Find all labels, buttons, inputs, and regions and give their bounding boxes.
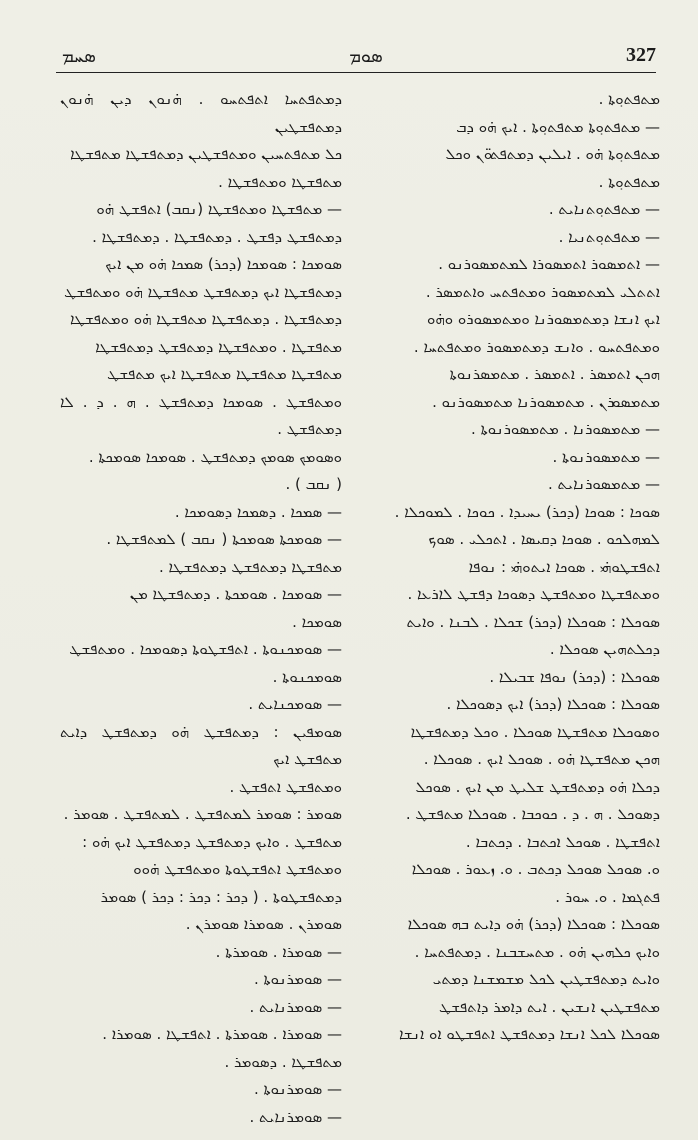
right-column-line: ܘܐܝܟ ܟܠܗܝܢ ܗ̇ܘ . ܡܬܚܫܒܢܐ . ܕܡܬܦܬܚܐ . <box>414 942 660 961</box>
right-column-line: — ܡܬܦܬܘ݂ܬܢܝܐ . <box>558 227 660 246</box>
left-column-line: — ܣܘܡܪܢܘܬܐ . <box>253 970 342 988</box>
left-column-line: ܣܘܡܦܝܢ : ܕܡܬܦܫܛ ܗ̇ܘ ܕܡܬܦܫܛ ܕܐܝܬ ܡܬܦܫܛ ܐܝܟ <box>60 722 342 768</box>
left-column-line: ܡܬܦܫܛ . ܘܐܝܟ ܕܡܬܦܫܛ ܕܡܬܦܫܛ ܐܝܟ ܗ̇ܘ : <box>82 832 342 851</box>
right-column-line: ܣܘܟܠܐ : ܣܘܟܠܐ (ܕܟܪ) ܗ̇ܘ ܕܐܝܬ ܒܗ ܣܘܟܠܐ <box>407 915 660 933</box>
left-column-line: — ܣܘܡܟܢܘܬܐ . ܐܬܦܫܛܘܬܐ ܕܣܘܡܟܐ . ܘܡܬܦܫܛ <box>69 640 342 658</box>
left-column-line: — ܣܘܡܟܢܐܝܬ . <box>248 695 342 713</box>
right-column-line: ܡܬܦܫܛܝܢ ܐܢܫܝܢ . ܐܝܬ ܕܐܡܪ ܕܐܬܦܫܛ <box>439 997 660 1016</box>
right-column-line: ܐܬܦܫܛܘܗ̇ܝ . ܣܘܟܐ ܐܝܬܘܗ̇ܝ : ܢܘܦܐ <box>468 557 660 576</box>
left-column-line: ܣܘܡܪܢ . ܣܘܡܪܐ ܣܘܡܪܢ . <box>185 915 342 933</box>
right-column-line: ܣܘܟܠܐ : ܣܘܟܠܐ (ܕܟܪ) ܐܝܟ ܕܣܘܟܠܐ . <box>446 695 660 713</box>
center-running-head: ܣܘܡ <box>349 46 383 67</box>
right-column-line: ܦܬܓܡܐ . ܘ. ܚܘܪ . <box>555 887 660 906</box>
page-number: 327 <box>626 44 656 66</box>
right-column-line: ܣܘܟܠܐ : (ܕܟܪ) ܢܘܦܐ ܫܒܝܠܐ . <box>489 667 660 686</box>
left-column-line: ܡܬܦܫܛܐ . ܘܡܬܦܫܛܐ ܕܡܬܦܫܛ ܕܡܬܦܫܛܐ <box>95 337 342 356</box>
left-column-line: ( ܢܩܒ ) . <box>285 475 342 493</box>
left-column-line: — ܡܬܦܫܛܐ ܘܡܬܦܫܛܐ (ܢܩܒ) ܐܬܦܫܛ ܗ̇ܘ <box>96 200 342 218</box>
right-column-line: ܡܬܡܣܘܪܢ . ܡܬܡܣܘܪܢܐ ܡܬܡܣܘܪܢܘ . <box>432 392 660 411</box>
left-column-line: ܘܡܬܦܫܛ ܐܬܦܫܛ . <box>229 777 342 796</box>
left-column-line: ܘܣܘܡܟ ܣܘܡܟ ܕܡܬܦܫܛ . ܣܘܡܟܐ ܣܘܡܟܬܐ . <box>88 447 342 466</box>
left-column-line: — ܣܘܡܪܢܐܝܬ . <box>249 1107 342 1126</box>
left-column-line: ܡܬܦܫܛܐ ܡܬܦܫܛܐ ܡܬܦܫܛܐ ܐܝܟ ܡܬܦܫܛ <box>107 365 342 383</box>
left-column <box>60 86 342 1131</box>
left-running-head: ܣܚܡ <box>62 46 96 67</box>
left-column-line: ܕܡܬܦܫܛܘܬܐ . ( ܕܟܪ : ܕܟܪ : ܕܟܪ ) ܣܘܡܪ <box>100 887 342 906</box>
right-column-line: ܗܟܢ ܐܬܡܣܪ . ܐܬܡܣܪ . ܡܬܡܣܪܢܘܬܐ <box>449 365 660 383</box>
right-column-line: ܐܝܟ ܐܢܫܐ ܕܡܬܡܣܘܪܢܐ ܘܡܬܡܣܘܪܘ ܘܗ̇ܘ <box>427 310 660 328</box>
left-column-line: — ܣܘܡܪܢܐܝܬ . <box>249 997 342 1016</box>
right-column-line: ܠܡܗܠܟܘ . ܣܘܟܐ ܕܩܝܣܐ . ܐܬܟܠܝ . ܣܘܟ <box>428 530 660 548</box>
left-column-line: ܣܘܡܟܐ . <box>292 612 342 631</box>
right-column-line: — ܡܬܡܣܘܪܢܘܬܐ . <box>552 447 660 466</box>
right-column-line: ܘܡܬܦܬܚܘ . ܘܐܢܫ ܕܡܬܡܣܘܪ ܘܡܬܦܬܚܐ . <box>413 337 660 356</box>
right-column-line: ܐܬܦܫܛܐ . ܣܘܟܠ ܐܟܬܒܐ . ܕܟܬܒܐ . <box>465 832 660 851</box>
header-rule <box>56 72 656 73</box>
left-column-line: ܣܘܡܟܐ : ܣܘܡܟܐ (ܕܟܪ) ܣܡܟܐ ܗ̇ܘ ܡܢ ܐܝܟ <box>105 255 342 273</box>
left-column-line: ܕܡܬܦܫܛܐ . ܕܡܬܦܫܛܐ ܡܬܦܫܛܐ ܗ̇ܘ ܘܡܬܦܫܛܐ <box>69 310 342 328</box>
right-column-line: — ܡܬܡܣܘܪܢܐܝܬ . <box>548 475 660 493</box>
left-column-line: ܟܠ ܡܬܦܬܚܝܢ ܘܡܬܦܫܛܝܢ ܕܡܬܦܫܛܐ ܡܬܦܫܛܐ <box>70 145 342 163</box>
right-column-line: ܘܡܬܦܫܛܐ ܘܡܬܦܫܛ ܕܣܘܟܐ ܕܦܫܛ ܠܐܪܥܐ . <box>407 585 660 603</box>
right-column-line: ܘܣܘܟܠܐ ܡܬܦܫܛܐ ܣܘܟܠܐ . ܘܟܠ ܕܡܬܦܫܛܐ <box>410 722 660 741</box>
right-column-line: ܡܬܦܬܘ݂ܬܐ . <box>598 90 660 108</box>
right-column-line: ܡܬܦܬܘ݂ܬܐ . <box>598 172 660 191</box>
left-column-line: — ܣܘܡܟܬܐ ܣܘܡܟܬܐ ( ܢܩܒ ) ܠܡܬܦܫܛܐ . <box>106 530 342 548</box>
left-column-line: — ܣܘܡܪܐ . ܣܘܡܪܬܐ . <box>215 942 342 961</box>
right-column-line: — ܐܬܡܣܘܪ ܐܬܡܣܘܪܐ ܠܡܬܡܣܘܪܢܘ . <box>438 255 660 273</box>
left-column-line: ܡܬܦܫܛܐ ܕܡܬܦܫܛ ܕܡܬܦܫܛܐ . <box>159 557 342 576</box>
right-column-line: ܡܬܦܬܘ݂ܬܐ ܗ̇ܘ . ܐܝܠܝܢ ܕܡܬܦܬܘ̈ܢ ܘܟܠ <box>445 145 660 163</box>
right-column-line: ܕܟܠܬܗܝܢ ܣܘܟܠܐ . <box>549 640 660 658</box>
left-column-line: ܣܘܡܟܢܘܬܐ . <box>272 667 342 686</box>
right-column-line: — ܡܬܡܣܘܪܢܐ . ܡܬܡܣܘܪܢܘܬܐ . <box>471 420 660 438</box>
right-column-line: ܘܐܝܬ ܕܡܬܦܫܛܝܢ ܠܟܠ ܡܫܡܫܢܐ ܕܡܬܝ <box>432 970 660 988</box>
left-column-line: ܘܡܬܦܫܛ . ܣܘܡܟܐ ܕܡܬܦܫܛ . ܗ . ܕ . ܠܐ ܕܡܬܦܫܛ . <box>60 392 342 438</box>
page-header <box>56 40 656 70</box>
left-column-line: ܕܡܬܦܫܛܐ ܐܝܟ ܕܡܬܦܫܛ ܡܬܦܫܛܐ ܗ̇ܘ ܘܡܬܦܫܛ <box>64 282 342 301</box>
right-column-line: ܣܘܟܠܐ ܠܟܠ ܐܢܫܐ ܕܡܬܦܫܛ ܐܬܦܫܛܘ ܐܘ ܐܢܫܐ <box>398 1025 660 1043</box>
right-column-line: — ܡܬܦܬܘ݂ܬܢܐܝܬ . <box>548 200 660 218</box>
right-column-line: ܘ. ܣܘܟܠ ܣܘܟܠ ܕܟܬܒ . ܘ. ܙܥܘܪ . ܣܘܟܠܐ <box>411 860 660 878</box>
right-column-line: ܗܟܢ ܡܬܦܫܛܐ ܗ̇ܘ . ܣܘܟܠ ܐܝܟ . ܣܘܟܠܐ . <box>423 750 660 768</box>
left-column-line: ܘܡܬܦܫܛ ܐܬܦܫܛܘܬܐ ܘܡܬܦܫܛ ܗ̇ܘܘ <box>133 860 342 878</box>
left-column-line: ܡܬܦܫܛܐ ܘܡܬܦܫܛܐ . <box>218 172 342 191</box>
left-column-line: ܕܡܬܦܫܛ ܕܦܫܛ . ܕܡܬܦܫܛܐ . ܕܡܬܦܫܛܐ . <box>92 227 342 246</box>
right-column-line: ܕܟܠܐ ܗ̇ܘ ܕܡܬܦܫܛ ܫܠܝܛ ܡܢ ܐܝܟ . ܣܘܟܠ <box>415 777 660 796</box>
right-column-line: ܐܬܬܠܝ ܠܡܬܡܣܘܪ ܘܡܬܦܬܚ ܘܐܬܡܣܪ . <box>425 282 660 301</box>
right-column-line: ܣܘܟܐ : ܣܘܟܐ (ܕܟܪ) ܝܚܝܕܐ . ܟܘܟܐ . ܠܡܘܟܠܐ . <box>394 502 660 521</box>
right-column-line: ܣܘܟܠܐ : ܣܘܟܠܐ (ܕܟܪ) ܫܟܠܐ . ܠܒܢܐ . ܘܐܝܬ <box>406 612 660 631</box>
left-column-line: — ܣܡܟܐ . ܕܣܡܟܐ ܕܣܘܡܟܐ . <box>174 502 342 521</box>
left-column-line: ܕܡܬܦܬܚܐ ܐܬܦܬܚܘ . ܗ̇ܢܘܢ ܕܝܢ ܗ̇ܢܘܢ ܕܡܬܦܫܛܝܢ <box>60 90 342 136</box>
left-column-line: — ܣܘܡܟܐ . ܣܘܡܟܬܐ . ܕܡܬܦܫܛܐ ܡܢ <box>129 585 342 603</box>
right-column-line: — ܡܬܦܬܘ݂ܬܐ ܡܬܦܬܘ݂ܬܐ . ܐܝܟ ܗ̇ܘ ܕܒ <box>456 117 660 136</box>
left-column-line: ܡܬܦܫܛܐ . ܕܣܘܡܪ . <box>224 1052 342 1071</box>
left-column-line: ܣܘܡܪ : ܣܘܡܪ ܠܡܬܦܫܛ . ܠܡܬܦܫܛ . ܣܘܡܪ . <box>63 805 342 823</box>
right-column-line: ܕܣܘܟܠ . ܗ . ܕ . ܟܘܟܒܐ . ܣܘܟܠܐ ܡܬܦܫܛ . <box>405 805 660 823</box>
right-column <box>378 86 660 1049</box>
left-column-line: — ܣܘܡܪܐ . ܣܘܡܪܬܐ . ܐܬܦܫܛܐ . ܣܘܡܪܐ . <box>102 1025 342 1043</box>
left-column-line: — ܣܘܡܪܢܘܬܐ . <box>253 1080 342 1098</box>
